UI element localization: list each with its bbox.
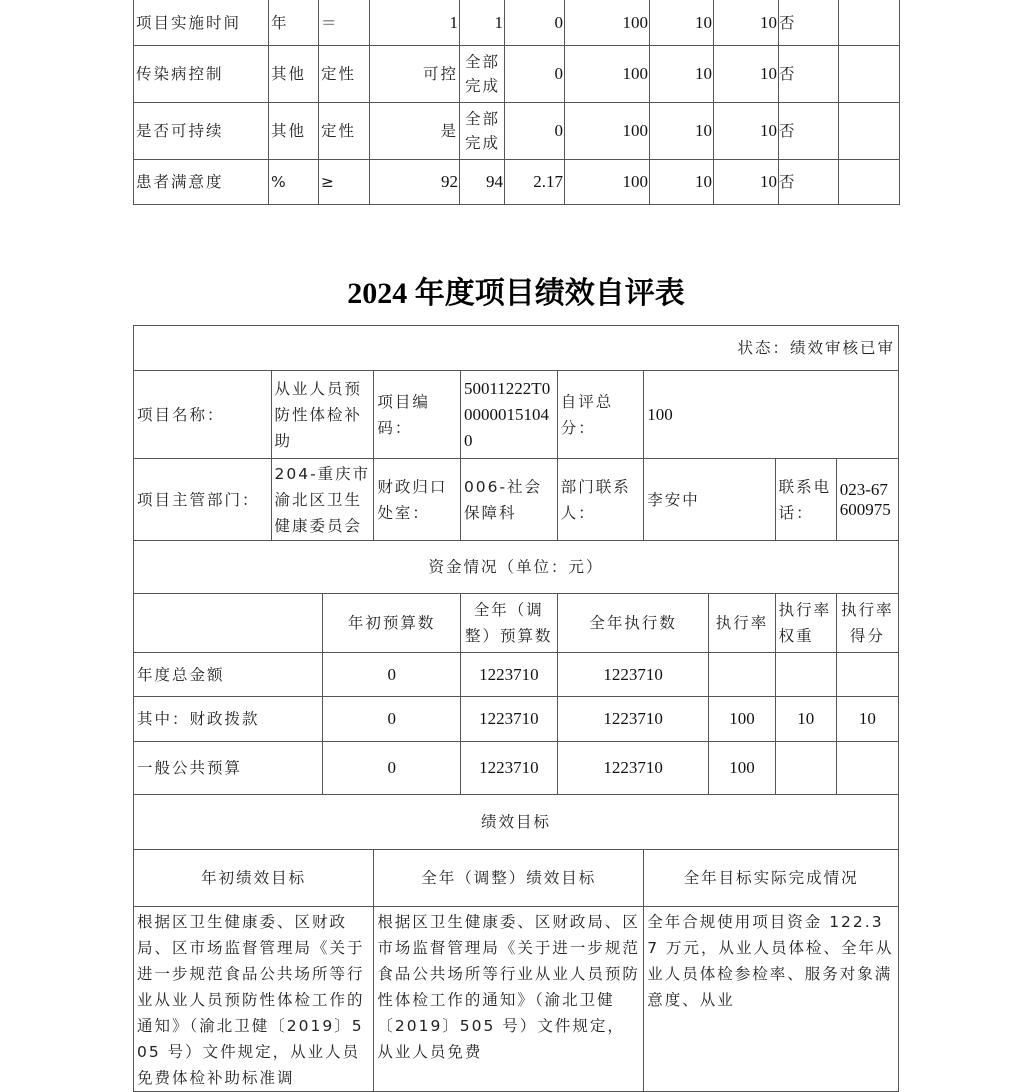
indicator-name: 是否可持续 [134, 103, 269, 160]
indicator-row [134, 103, 900, 160]
indicator-is-core: 否 [779, 103, 839, 160]
indicator-operator: 定性 [319, 46, 370, 103]
indicator-remark [839, 103, 900, 160]
finance-office-label: 财政归口处室： [374, 459, 461, 541]
self-score-value: 100 [644, 371, 899, 459]
funds-row-label: 一般公共预算 [134, 742, 323, 795]
indicator-is-core: 否 [779, 160, 839, 205]
funds-columns-row [134, 594, 899, 653]
status-text: 状态：绩效审核已审 [134, 326, 899, 371]
funds-score: 10 [836, 697, 898, 742]
indicator-actual: 全部完成 [460, 46, 505, 103]
funds-adjusted-budget: 1223710 [460, 697, 557, 742]
indicator-weight: 10 [650, 46, 714, 103]
funds-row [134, 742, 899, 795]
funds-weight [775, 653, 836, 697]
indicator-row [134, 160, 900, 205]
funds-initial-budget: 0 [323, 697, 461, 742]
indicator-actual: 1 [460, 0, 505, 46]
funds-rate [709, 653, 775, 697]
funds-weight: 10 [775, 697, 836, 742]
funds-col-label [134, 594, 323, 653]
goals-content-row [134, 907, 899, 1092]
goals-col-initial: 年初绩效目标 [134, 850, 374, 907]
indicator-weight: 10 [650, 103, 714, 160]
indicator-score-rate: 100 [565, 160, 650, 205]
indicator-deviation: 0 [505, 103, 565, 160]
indicator-score: 10 [714, 0, 779, 46]
dept-value: 204-重庆市渝北区卫生健康委员会 [271, 459, 374, 541]
funds-row-label: 年度总金额 [134, 653, 323, 697]
funds-rate: 100 [709, 742, 775, 795]
self-score-label: 自评总分： [557, 371, 644, 459]
status-row [134, 326, 899, 371]
project-name-value: 从业人员预防性体检补助 [271, 371, 374, 459]
indicator-actual: 94 [460, 160, 505, 205]
funds-col-score: 执行率得分 [836, 594, 898, 653]
funds-col-rate: 执行率 [709, 594, 775, 653]
contact-person-label: 部门联系人： [557, 459, 644, 541]
indicator-weight: 10 [650, 0, 714, 46]
indicator-is-core: 否 [779, 46, 839, 103]
indicator-deviation: 0 [505, 0, 565, 46]
indicator-score: 10 [714, 103, 779, 160]
goal-initial-text: 根据区卫生健康委、区财政局、区市场监督管理局《关于进一步规范食品公共场所等行业从业人员预防性体检工作的通知》（渝北卫健〔2019〕505 号）文件规定，从业人员免费体检补助标准调 [134, 907, 374, 1092]
indicator-row [134, 0, 900, 46]
goal-adjusted-text: 根据区卫生健康委、区财政局、区市场监督管理局《关于进一步规范食品公共场所等行业从业人员预防性体检工作的通知》（渝北卫健〔2019〕505 号）文件规定，从业人员免费 [374, 907, 644, 1092]
funds-col-adjusted-budget: 全年（调整）预算数 [460, 594, 557, 653]
indicator-unit: 年 [269, 0, 319, 46]
indicator-remark [839, 160, 900, 205]
indicator-score-rate: 100 [565, 0, 650, 46]
indicator-operator: ＝ [319, 0, 370, 46]
funds-weight [775, 742, 836, 795]
indicator-target: 是 [370, 103, 460, 160]
goals-col-adjusted: 全年（调整）绩效目标 [374, 850, 644, 907]
indicator-score-rate: 100 [565, 46, 650, 103]
indicator-deviation: 2.17 [505, 160, 565, 205]
project-code-value: 50011222T000000151040 [460, 371, 557, 459]
indicator-unit: 其他 [269, 103, 319, 160]
phone-label: 联系电话： [775, 459, 836, 541]
dept-label: 项目主管部门： [134, 459, 272, 541]
funds-executed: 1223710 [557, 653, 709, 697]
finance-office-value: 006-社会保障科 [460, 459, 557, 541]
indicator-deviation: 0 [505, 46, 565, 103]
evaluation-table [133, 325, 899, 1092]
indicator-score: 10 [714, 160, 779, 205]
funds-rate: 100 [709, 697, 775, 742]
funds-col-weight: 执行率权重 [775, 594, 836, 653]
project-name-label: 项目名称： [134, 371, 272, 459]
indicator-name: 项目实施时间 [134, 0, 269, 46]
department-row [134, 459, 899, 541]
funds-row [134, 653, 899, 697]
goals-col-actual: 全年目标实际完成情况 [644, 850, 899, 907]
goals-header-row [134, 795, 899, 850]
funds-adjusted-budget: 1223710 [460, 653, 557, 697]
funds-col-initial-budget: 年初预算数 [323, 594, 461, 653]
funds-col-executed: 全年执行数 [557, 594, 709, 653]
contact-person-value: 李安中 [644, 459, 775, 541]
goals-columns-row [134, 850, 899, 907]
indicator-score: 10 [714, 46, 779, 103]
goals-header: 绩效目标 [134, 795, 899, 850]
indicator-name: 患者满意度 [134, 160, 269, 205]
funds-row-label: 其中：财政拨款 [134, 697, 323, 742]
indicator-target: 可控 [370, 46, 460, 103]
indicator-unit: 其他 [269, 46, 319, 103]
funds-adjusted-budget: 1223710 [460, 742, 557, 795]
indicator-remark [839, 46, 900, 103]
indicator-target: 92 [370, 160, 460, 205]
indicator-name: 传染病控制 [134, 46, 269, 103]
page-title: 2024 年度项目绩效自评表 [347, 277, 685, 310]
phone-value: 023-67600975 [836, 459, 898, 541]
indicator-operator: ≥ [319, 160, 370, 205]
funds-score [836, 653, 898, 697]
indicator-operator: 定性 [319, 103, 370, 160]
goal-actual-text: 全年合规使用项目资金 122.37 万元，从业人员体检、全年从业人员体检参检率、服务对象满意度、从业 [644, 907, 899, 1092]
indicator-remark [839, 0, 900, 46]
funds-row [134, 697, 899, 742]
funds-initial-budget: 0 [323, 653, 461, 697]
project-code-label: 项目编码： [374, 371, 461, 459]
indicator-row [134, 46, 900, 103]
funds-executed: 1223710 [557, 742, 709, 795]
indicator-table [133, 0, 900, 205]
indicator-is-core: 否 [779, 0, 839, 46]
funds-score [836, 742, 898, 795]
funds-header-row [134, 541, 899, 594]
indicator-unit: % [269, 160, 319, 205]
indicator-target: 1 [370, 0, 460, 46]
indicator-actual: 全部完成 [460, 103, 505, 160]
project-info-row [134, 371, 899, 459]
funds-executed: 1223710 [557, 697, 709, 742]
indicator-weight: 10 [650, 160, 714, 205]
funds-header: 资金情况（单位：元） [134, 541, 899, 594]
indicator-score-rate: 100 [565, 103, 650, 160]
funds-initial-budget: 0 [323, 742, 461, 795]
